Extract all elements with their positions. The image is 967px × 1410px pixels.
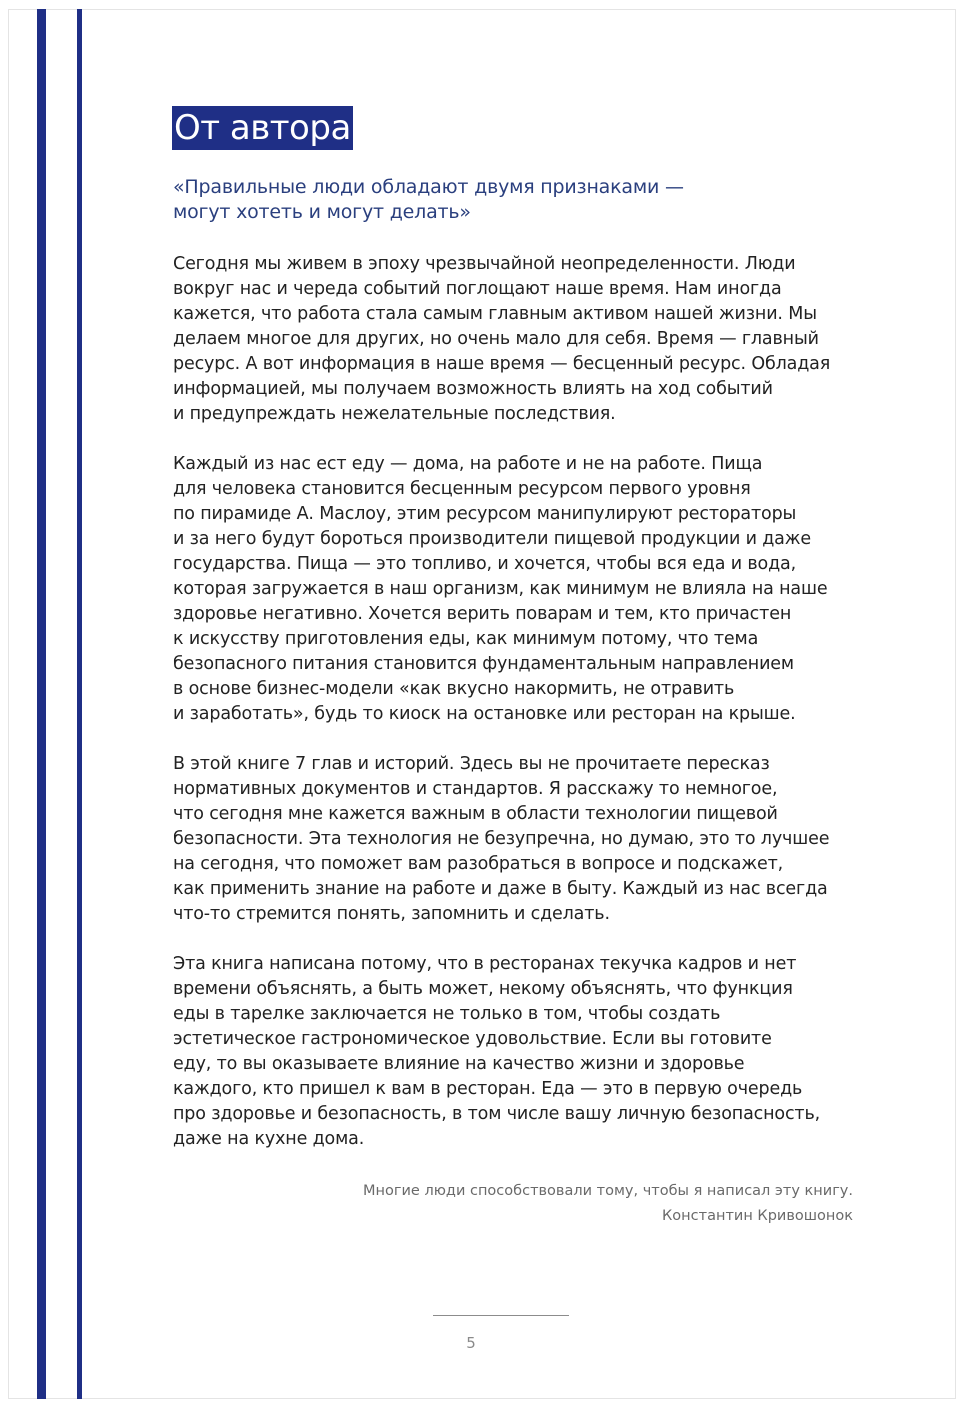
text-line: как применить знание на работе и даже в быту. Каждый из нас всегда <box>173 879 828 899</box>
text-line: В этой книге 7 глав и историй. Здесь вы не прочитаете пересказ <box>173 754 770 774</box>
text-line: для человека становится бесценным ресурсом первого уровня <box>173 479 751 499</box>
text-line: эстетическое гастрономическое удовольствие. Если вы готовите <box>173 1029 772 1049</box>
epigraph-line: «Правильные люди обладают двумя признаками — <box>173 176 684 198</box>
decorative-stripe-wide <box>37 9 46 1399</box>
paragraph-1 <box>173 252 863 427</box>
epigraph-line: могут хотеть и могут делать» <box>173 201 471 223</box>
text-line: Каждый из нас ест еду — дома, на работе и не на работе. Пища <box>173 454 763 474</box>
text-line: в основе бизнес-модели «как вкусно накормить, не отравить <box>173 679 735 699</box>
paragraph-3 <box>173 752 863 927</box>
signature <box>363 1179 853 1229</box>
decorative-stripe-narrow <box>77 9 82 1399</box>
text-line: вокруг нас и череда событий поглощают наше время. Нам иногда <box>173 279 782 299</box>
text-line: и предупреждать нежелательные последствия. <box>173 404 616 424</box>
text-line: безопасности. Эта технология не безупречна, но думаю, это то лучшее <box>173 829 830 849</box>
page-number: 5 <box>466 1334 476 1352</box>
text-line: кажется, что работа стала самым главным активом нашей жизни. Мы <box>173 304 817 324</box>
text-line: Сегодня мы живем в эпоху чрезвычайной неопределенности. Люди <box>173 254 796 274</box>
text-line: делаем многое для других, но очень мало для себя. Время — главный <box>173 329 819 349</box>
text-line: каждого, кто пришел к вам в ресторан. Еда — это в первую очередь <box>173 1079 803 1099</box>
text-line: и за него будут бороться производители пищевой продукции и даже <box>173 529 811 549</box>
text-line: нормативных документов и стандартов. Я расскажу то немногое, <box>173 779 778 799</box>
text-line: про здоровье и безопасность, в том числе вашу личную безопасность, <box>173 1104 821 1124</box>
acknowledgement-note: Многие люди способствовали тому, чтобы я написал эту книгу. <box>363 1183 853 1199</box>
text-line: на сегодня, что поможет вам разобраться в вопросе и подскажет, <box>173 854 784 874</box>
text-line: что сегодня мне кажется важным в области технологии пищевой <box>173 804 778 824</box>
text-line: и заработать», будь то киоск на остановке или ресторан на крыше. <box>173 704 796 724</box>
epigraph <box>173 175 813 225</box>
text-line: информацией, мы получаем возможность влиять на ход событий <box>173 379 773 399</box>
text-line: еду, то вы оказываете влияние на качество жизни и здоровье <box>173 1054 745 1074</box>
text-line: что-то стремится понять, запомнить и сделать. <box>173 904 610 924</box>
paragraph-2 <box>173 452 863 727</box>
body-text <box>173 252 863 1177</box>
text-line: Эта книга написана потому, что в ресторанах текучка кадров и нет <box>173 954 797 974</box>
text-line: к искусству приготовления еды, как минимум потому, что тема <box>173 629 759 649</box>
page-title: От автора <box>174 108 351 148</box>
text-line: времени объяснять, а быть может, некому объяснять, что функция <box>173 979 793 999</box>
text-line: здоровье негативно. Хочется верить поварам и тем, кто причастен <box>173 604 792 624</box>
paragraph-4 <box>173 952 863 1152</box>
page-number-divider <box>433 1315 569 1316</box>
text-line: безопасного питания становится фундаментальным направлением <box>173 654 794 674</box>
text-line: государства. Пища — это топливо, и хочется, чтобы вся еда и вода, <box>173 554 797 574</box>
text-line: по пирамиде А. Маслоу, этим ресурсом манипулируют рестораторы <box>173 504 797 524</box>
text-line: еды в тарелке заключается не только в том, чтобы создать <box>173 1004 721 1024</box>
text-line: которая загружается в наш организм, как минимум не влияла на наше <box>173 579 828 599</box>
author-name: Константин Кривошонок <box>662 1208 853 1224</box>
text-line: ресурс. А вот информация в наше время — бесценный ресурс. Обладая <box>173 354 831 374</box>
text-line: даже на кухне дома. <box>173 1129 365 1149</box>
